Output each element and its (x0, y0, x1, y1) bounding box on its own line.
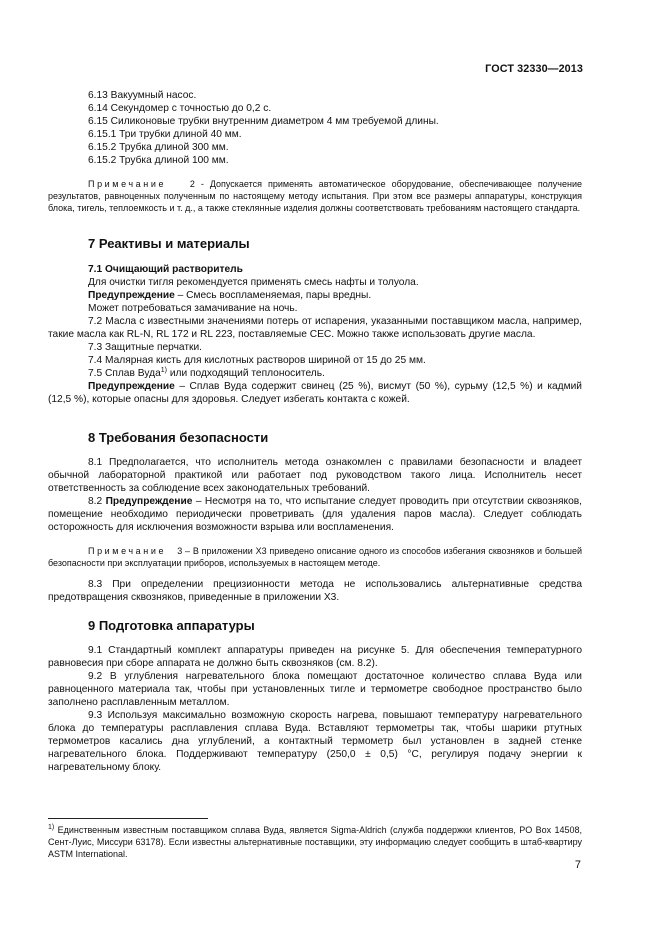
paragraph: Для очистки тигля рекомендуется применять смесь нафты и толуола. (88, 277, 419, 288)
footnote-mark: 1) (48, 824, 55, 831)
note-number: 3 (177, 546, 183, 556)
warning-label: Предупреждение (88, 290, 175, 301)
note-label: Примечание (88, 179, 167, 189)
paragraph: 7.4 Малярная кисть для кислотных растворов шириной от 15 до 25 мм. (88, 355, 426, 366)
section-7-title: 7 Реактивы и материалы (88, 236, 250, 251)
paragraph: 7.2 Масла с известными значениями потерь от испарения, указанными поставщиком масла, например, такие масла как RL-N, RL 172 и RL 223, поставляемые CEC. Можно также использовать другие масла. (48, 316, 582, 340)
paragraph: 8.1 Предполагается, что исполнитель метода ознакомлен с правилами безопасности и владеет обычной лабораторной практикой или работает под руководством такого лица. Исполнитель несет ответственность за соблюдение всех законодательных требований. (48, 457, 582, 494)
note-3 (48, 545, 582, 569)
paragraph: Может потребоваться замачивание на ночь. (88, 303, 298, 314)
list-item: 6.13 Вакуумный насос. (88, 90, 197, 101)
paragraph: 9.3 Используя максимально возможную скорость нагрева, повышают температуру нагревательного блока до температуры расплавления сплава Вуда. Вставляют термометры так, чтобы шарики ртутных термометров касались дна углублений, а контактный термометр был установлен в задней стенке нагревательного блока. Поддерживают температуру (250,0 ± 0,5) °С, регулируя подачу энергии к нагревательному блоку. (48, 710, 582, 773)
paragraph: 8.3 При определении прецизионности метода не использовались альтернативные средства предотвращения сквозняков, приведенные в приложении Х3. (48, 579, 582, 603)
section-8-body: 8.1 Предполагается, что исполнитель метода ознакомлен с правилами безопасности и владеет обычной лабораторной практикой или работает под руководством такого лица. Исполнитель несет ответственность за соблюдение всех законодательных требований. 8.2 Предупреждение – Несмотря на то, что испытание следует проводить при отсутствии сквозняков, помещение необходимо периодически проветривать (для удаления паров масла). Следует соблюдать осторожность для исключения возможности взрыва или воспламенения. (48, 457, 582, 533)
page-number: 7 (574, 859, 581, 871)
paragraph: 9.1 Стандартный комплект аппаратуры приведен на рисунке 5. Для обеспечения температурного равновесия при сборе аппарата не должно быть сквозняков (см. 8.2). (48, 645, 582, 669)
section-8-title: 8 Требования безопасности (88, 430, 269, 445)
list-item: 6.15 Силиконовые трубки внутренним диаметром 4 мм требуемой длины. (88, 116, 439, 127)
section-7-body: 7.1 Очищающий растворитель Для очистки тигля рекомендуется применять смесь нафты и толуола. Предупреждение – Смесь воспламеняемая, пары вредны. Может потребоваться замачивание на ночь. 7.2 Масла с известными значениями потерь от испарения, указанными поставщиком масла, например, такие масла как RL-N, RL 172 и RL 223, поставляемые CEC. Можно также использовать другие масла. 7.3 Защитные перчатки. 7.4 Малярная кисть для кислотных растворов шириной от 15 до 25 мм. 7.5 Сплав Вуда$^{1)}$ или подходящий теплоноситель. Предупреждение – Сплав Вуда содержит свинец (25 %), висмут (50 %), сурьму (12,5 %) и кадмий (12,5 %), которые опасны для здоровья. Следует избегать контакта с кожей. (48, 264, 582, 405)
section-8-3 (48, 578, 582, 604)
list-item: 6.15.1 Три трубки длиной 40 мм. (88, 129, 242, 140)
paragraph: 9.2 В углубления нагревательного блока помещают достаточное количество сплава Вуда или равноценного материала так, чтобы при установленных тигле и термометре свободное пространство было заполнено расплавленным металлом. (48, 671, 582, 708)
section-9-body (48, 644, 582, 774)
section-9-title: 9 Подготовка аппаратуры (88, 618, 255, 633)
warning-text: – Смесь воспламеняемая, пары вредны. (174, 290, 372, 301)
warning-text: – Сплав Вуда содержит свинец (25 %), висмут (50 %), сурьму (12,5 %) и кадмий (12,5 %), которые опасны для здоровья. Следует избегать контакта с кожей. (48, 381, 582, 405)
footnote-divider (48, 818, 208, 819)
list-item: 6.15.2 Трубка длиной 100 мм. (88, 155, 229, 166)
note-number: 2 (189, 179, 195, 189)
warning-label: Предупреждение (88, 381, 175, 392)
standard-header: ГОСТ 32330—2013 (485, 63, 583, 75)
footnote-text: Единственным известным поставщиком сплава Вуда, является Sigma-Aldrich (служба поддержки клиентов, PO Box 14508, Сент-Луис, Миссури 63178). Если известны альтернативные поставщики, эту информацию следует сообщить в штаб-квартиру ASTM International. (48, 825, 582, 859)
subsection-title: 7.1 Очищающий растворитель (88, 264, 243, 275)
note-text: - Допускается применять автоматическое оборудование, обеспечивающее получение результатов, равноценных полученным по настоящему методу испытания. При этом все размеры аппаратуры, конструкция блока, тигель, теплоемкость и т. д., а также стеклянные изделия должны соответствовать требованиям настоящего стандарта. (48, 179, 582, 213)
note-label: Примечание (88, 546, 167, 556)
paragraph: 7.3 Защитные перчатки. (88, 342, 203, 353)
footnote (48, 824, 582, 860)
list-item: 6.15.2 Трубка длиной 300 мм. (88, 142, 229, 153)
list-item: 6.14 Секундомер с точностью до 0,2 с. (88, 103, 272, 114)
note-2 (48, 178, 582, 214)
warning-label: Предупреждение (105, 496, 193, 507)
equipment-list (48, 89, 582, 167)
footnote-ref: 1) (160, 367, 167, 374)
note-text: – В приложении Х3 приведено описание одного из способов избегания сквозняков и большей безопасности при эксплуатации приборов, используемых в настоящем методе. (48, 546, 582, 568)
